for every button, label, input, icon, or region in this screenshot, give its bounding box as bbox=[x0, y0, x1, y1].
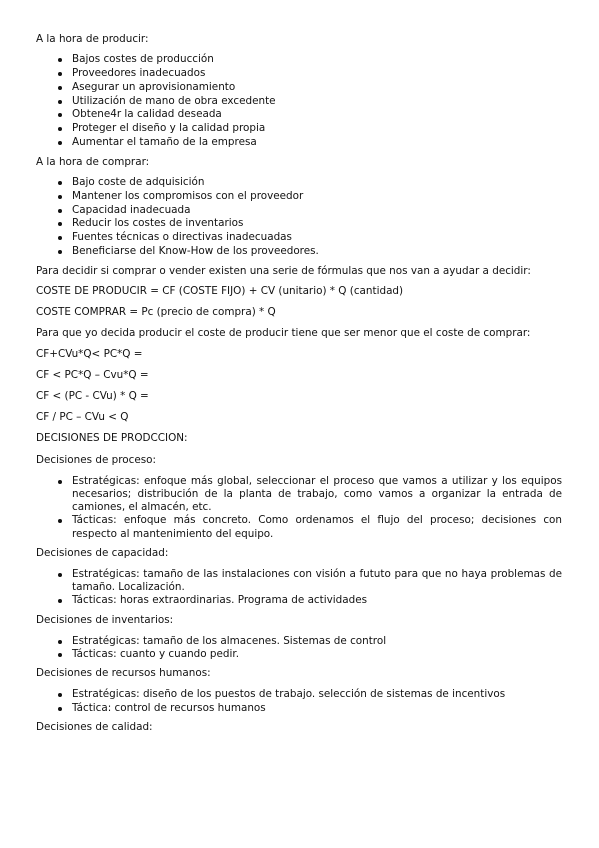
comprar-list bbox=[36, 176, 562, 259]
list-item: Proveedores inadecuados bbox=[72, 67, 562, 81]
list-item: Aumentar el tamaño de la empresa bbox=[72, 136, 562, 150]
inecuacion: CF < (PC - CVu) * Q = bbox=[36, 389, 149, 402]
decisiones-title: DECISIONES DE PRODCCION: bbox=[36, 432, 188, 445]
rrhh-heading: Decisiones de recursos humanos: bbox=[36, 667, 211, 680]
list-item: Tácticas: horas extraordinarias. Programa de actividades bbox=[72, 594, 562, 607]
capacidad-heading: Decisiones de capacidad: bbox=[36, 546, 169, 559]
list-item: Estratégicas: tamaño de los almacenes. Sistemas de control bbox=[72, 635, 562, 648]
list-item: Bajo coste de adquisición bbox=[72, 176, 562, 190]
intro-formulas: Para decidir si comprar o vender existen una serie de fórmulas que nos van a ayudar a decidir: bbox=[36, 264, 531, 277]
producir-list bbox=[36, 53, 562, 150]
capacidad-list bbox=[36, 568, 562, 608]
inventarios-list bbox=[36, 635, 562, 661]
list-item: Mantener los compromisos con el proveedor bbox=[72, 190, 562, 204]
list-item: Obtene4r la calidad deseada bbox=[72, 108, 562, 122]
formula-comprar: COSTE COMPRAR = Pc (precio de compra) * Q bbox=[36, 306, 276, 319]
list-item: Utilización de mano de obra excedente bbox=[72, 95, 562, 109]
rrhh-list bbox=[36, 688, 562, 714]
list-item: Tácticas: enfoque más concreto. Como ordenamos el flujo del proceso; decisiones con respecto al mantenimiento del equipo. bbox=[72, 514, 562, 540]
list-item: Tácticas: cuanto y cuando pedir. bbox=[72, 648, 562, 661]
inecuacion: CF < PC*Q – Cvu*Q = bbox=[36, 368, 149, 381]
list-item: Táctica: control de recursos humanos bbox=[72, 702, 562, 715]
proceso-list bbox=[36, 475, 562, 541]
calidad-heading: Decisiones de calidad: bbox=[36, 720, 153, 733]
list-item: Bajos costes de producción bbox=[72, 53, 562, 67]
list-item: Estratégicas: enfoque más global, seleccionar el proceso que vamos a utilizar y los equipos necesarios; distribución de la planta de trabajo, como vamos a organizar la entrada de camiones, el almacén, etc. bbox=[72, 474, 562, 514]
list-item: Fuentes técnicas o directivas inadecuadas bbox=[72, 231, 562, 245]
condicion-text: Para que yo decida producir el coste de producir tiene que ser menor que el coste de comprar: bbox=[36, 327, 531, 340]
proceso-heading: Decisiones de proceso: bbox=[36, 453, 157, 466]
list-item: Reducir los costes de inventarios bbox=[72, 217, 562, 231]
list-item: Estratégicas: tamaño de las instalaciones con visión a fututo para que no haya problemas de tamaño. Localización. bbox=[72, 568, 562, 594]
list-item: Beneficiarse del Know-How de los proveedores. bbox=[72, 245, 562, 259]
list-item: Estratégicas: diseño de los puestos de trabajo. selección de sistemas de incentivos bbox=[72, 688, 562, 701]
inecuacion: CF / PC – CVu < Q bbox=[36, 411, 129, 424]
list-item: Proteger el diseño y la calidad propia bbox=[72, 122, 562, 136]
comprar-heading: A la hora de comprar: bbox=[36, 155, 150, 168]
list-item: Asegurar un aprovisionamiento bbox=[72, 81, 562, 95]
producir-heading: A la hora de producir: bbox=[36, 33, 149, 45]
inventarios-heading: Decisiones de inventarios: bbox=[36, 613, 174, 626]
formula-producir: COSTE DE PRODUCIR = CF (COSTE FIJO) + CV (unitario) * Q (cantidad) bbox=[36, 284, 404, 297]
inecuacion: CF+CVu*Q< PC*Q = bbox=[36, 347, 143, 360]
list-item: Capacidad inadecuada bbox=[72, 204, 562, 218]
